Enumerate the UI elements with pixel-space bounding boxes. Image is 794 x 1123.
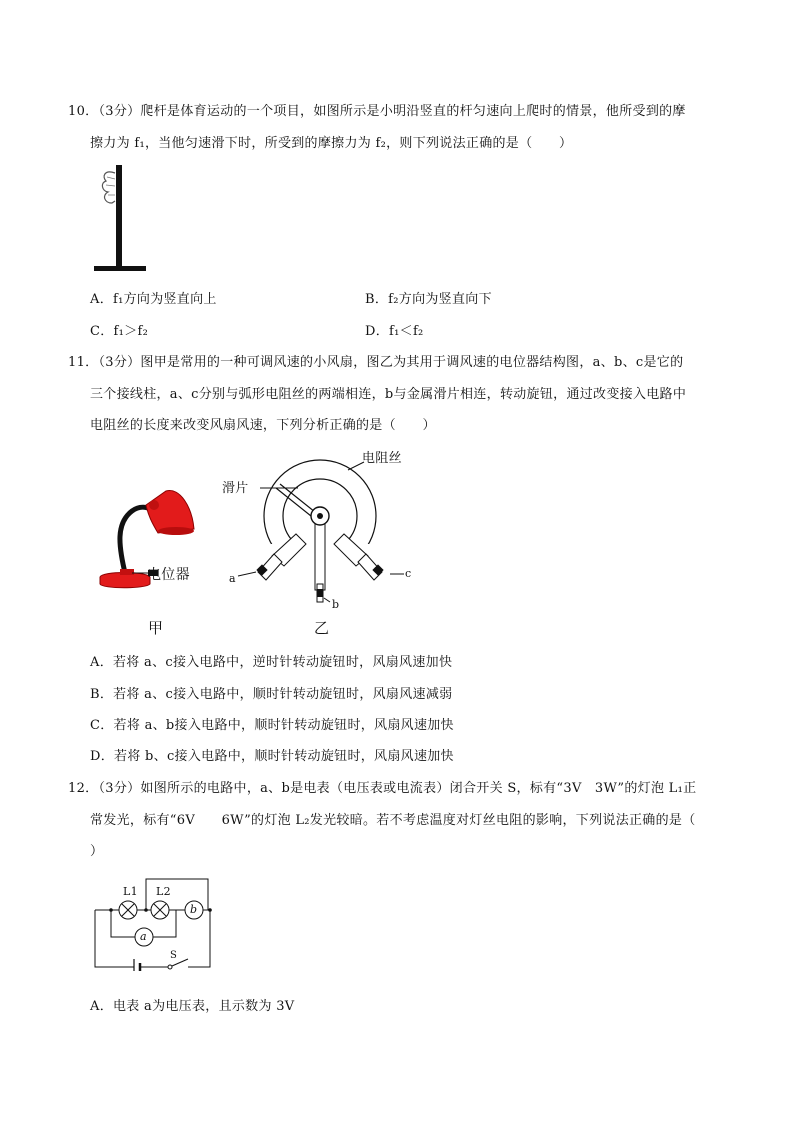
q10-stem-line2: 擦力为 f₁，当他匀速滑下时，所受到的摩擦力为 f₂，则下列说法正确的是（ ） bbox=[90, 136, 573, 151]
q10-option-d: D．f₁＜f₂ bbox=[365, 324, 424, 339]
potentiometer-structure-figure bbox=[218, 448, 418, 616]
q11-option-d: D．若将 b、c接入电路中，顺时针转动旋钮时，风扇风速加快 bbox=[90, 749, 454, 764]
resistance-wire-label: 电阻丝 bbox=[362, 451, 402, 466]
figure-jia-label: 甲 bbox=[148, 619, 164, 637]
terminal-c-label: c bbox=[405, 567, 412, 580]
q10-option-c: C．f₁＞f₂ bbox=[90, 324, 149, 339]
figure-yi-label: 乙 bbox=[314, 619, 330, 637]
q11-option-a: A．若将 a、c接入电路中，逆时针转动旋钮时，风扇风速加快 bbox=[90, 655, 453, 670]
q12-option-a: A．电表 a为电压表，且示数为 3V bbox=[90, 999, 295, 1014]
q10-stem-line1: 10．（3分）爬杆是体育运动的一个项目，如图所示是小明沿竖直的杆匀速向上爬时的情景，他所受到的摩 bbox=[68, 104, 686, 119]
q12-stem-line3: ） bbox=[90, 844, 104, 859]
q11-stem-line3: 电阻丝的长度来改变风扇风速，下列分析正确的是（ ） bbox=[90, 418, 436, 433]
q11-option-c: C．若将 a、b接入电路中，顺时针转动旋钮时，风扇风速加快 bbox=[90, 718, 454, 733]
q11-stem-line1: 11．（3分）图甲是常用的一种可调风速的小风扇，图乙为其用于调风速的电位器结构图，a、b、c是它的 bbox=[68, 355, 684, 370]
lamp-l1-label: L1 bbox=[123, 885, 138, 898]
terminal-a-label: a bbox=[229, 572, 236, 585]
switch-s-label: S bbox=[170, 950, 178, 961]
q12-stem-line2: 常发光，标有“6V 6W”的灯泡 L₂发光较暗。若不考虑温度对灯丝电阻的影响，下列说法正确的是（ bbox=[90, 813, 696, 828]
slider-label: 滑片 bbox=[222, 481, 249, 496]
potentiometer-label: 电位器 bbox=[147, 567, 190, 583]
q11-option-b: B．若将 a、c接入电路中，顺时针转动旋钮时，风扇风速减弱 bbox=[90, 687, 453, 702]
circuit-diagram bbox=[90, 875, 215, 971]
meter-a-label: a bbox=[140, 930, 147, 943]
pole-climbing-figure bbox=[90, 165, 152, 275]
terminal-b-label: b bbox=[332, 598, 340, 611]
q12-stem-line1: 12．（3分）如图所示的电路中，a、b是电表（电压表或电流表）闭合开关 S，标有“3V 3W”的灯泡 L₁正 bbox=[68, 781, 697, 796]
meter-b-label: b bbox=[190, 903, 198, 916]
q10-option-a: A．f₁方向为竖直向上 bbox=[90, 292, 217, 307]
q10-option-b: B．f₂方向为竖直向下 bbox=[365, 292, 492, 307]
q11-stem-line2: 三个接线柱，a、c分别与弧形电阻丝的两端相连，b与金属滑片相连，转动旋钮，通过改变接入电路中 bbox=[90, 387, 687, 402]
lamp-l2-label: L2 bbox=[156, 885, 171, 898]
